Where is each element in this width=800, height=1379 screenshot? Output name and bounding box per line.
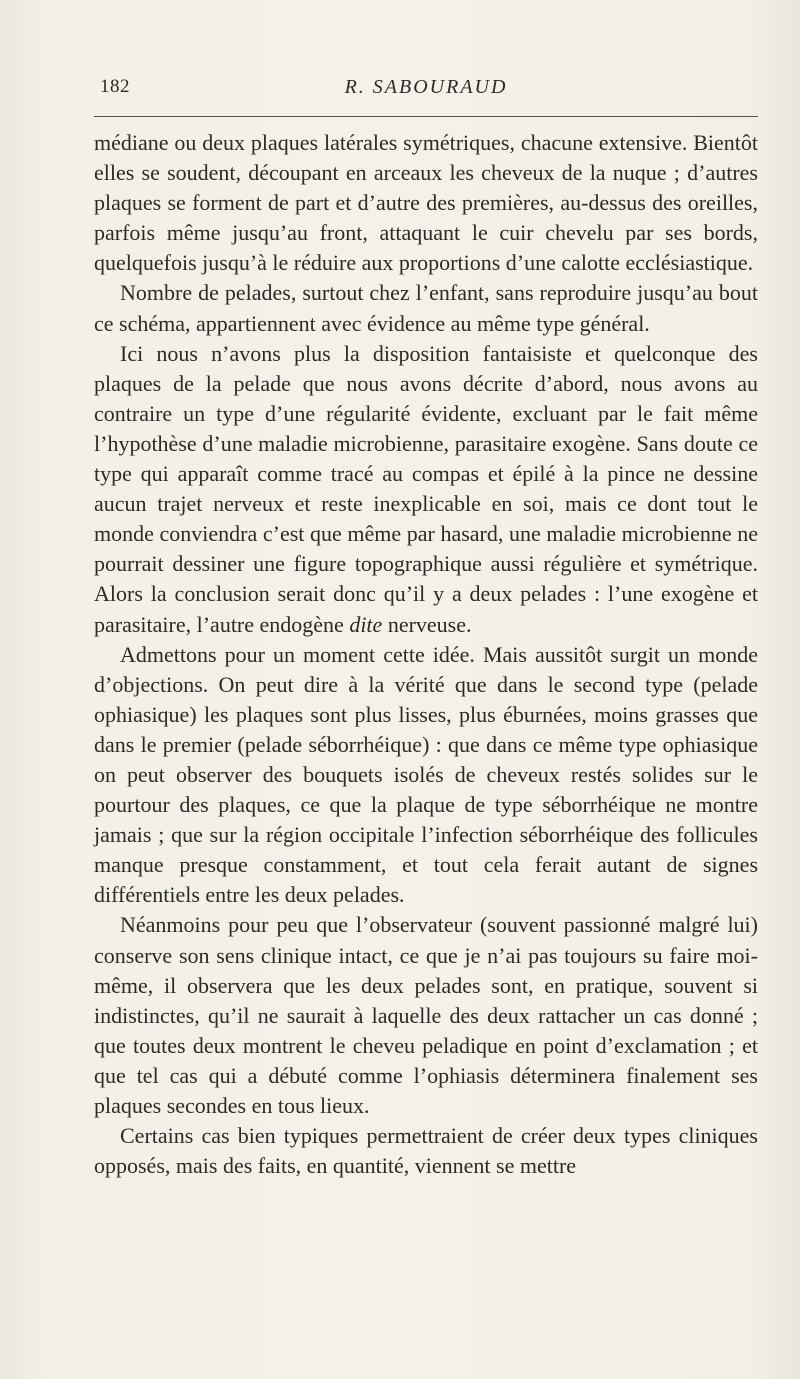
paragraph: Néanmoins pour peu que l’observateur (souvent passionné malgré lui) conserve son sens clinique intact, ce que je n’ai pas toujours su faire moi-même, il observera que les deux pelades sont, en pratique, souvent si indistinctes, qu’il ne saurait à laquelle des deux rattacher un cas donné ; que toutes deux montrent le cheveu peladique en point d’exclamation ; et que tel cas qui a débuté comme l’ophiasis déterminera finalement ses plaques secondes en tous lieux. [94,912,758,1118]
body-text [94,128,758,1181]
paragraph-last: Certains cas bien typiques permettraient de créer deux types cliniques opposés, mais des faits, en quantité, viennent se mettre [94,1123,758,1179]
paragraph: Admettons pour un moment cette idée. Mais aussitôt surgit un monde d’objections. On peut dire à la vérité que dans le second type (pelade ophiasique) les plaques sont plus lisses, plus éburnées, moins grasses que dans le premier (pelade séborrhéique) : que dans ce même type ophiasique on peut observer des bouquets isolés de cheveux restés solides sur le pourtour des plaques, ce que la plaque de type séborrhéique ne montre jamais ; que sur la région occipitale l’infection séborrhéique des follicules manque presque constamment, et tout cela ferait autant de signes différentiels entre les deux pelades. [94,641,758,908]
paragraph-text-end: nerveuse. [387,611,472,637]
page-header [94,70,758,110]
running-head: R. SABOURAUD [344,76,508,98]
paragraph: Nombre de pelades, surtout chez l’enfant, sans reproduire jusqu’au bout ce schéma, appartiennent avec évidence au même type général. [94,280,758,336]
paragraph-continued: médiane ou deux plaques latérales symétriques, chacune extensive. Bientôt elles se soudent, découpant en arceaux les cheveux de la nuque ; d’autres plaques se forment de part et d’autre des premières, au-dessus des oreilles, parfois même jusqu’au front, attaquant le cuir chevelu par ses bords, quelquefois jusqu’à le réduire aux proportions d’une calotte ecclésiastique. [94,130,758,276]
page-number: 182 [100,76,130,97]
paragraph [94,339,758,640]
italic-word: dite [349,611,383,637]
paragraph-text: Ici nous n’avons plus la disposition fantaisiste et quelconque des plaques de la pelade que nous avons décrite d’abord, nous avons au contraire un type d’une régularité évidente, excluant par le fait même l’hypothèse d’une maladie microbienne, parasitaire exogène. Sans doute ce type qui apparaît comme tracé au compas et épilé à la pince ne dessine aucun trajet nerveux et reste inexplicable en soi, mais ce dont tout le monde conviendra c’est que même par hasard, une maladie microbienne ne pourrait dessiner une figure topographique aussi régulière et symétrique. Alors la conclusion serait donc qu’il y a deux pelades : l’une exogène et parasitaire, l’autre endogène [94,340,758,637]
header-rule [94,116,758,117]
